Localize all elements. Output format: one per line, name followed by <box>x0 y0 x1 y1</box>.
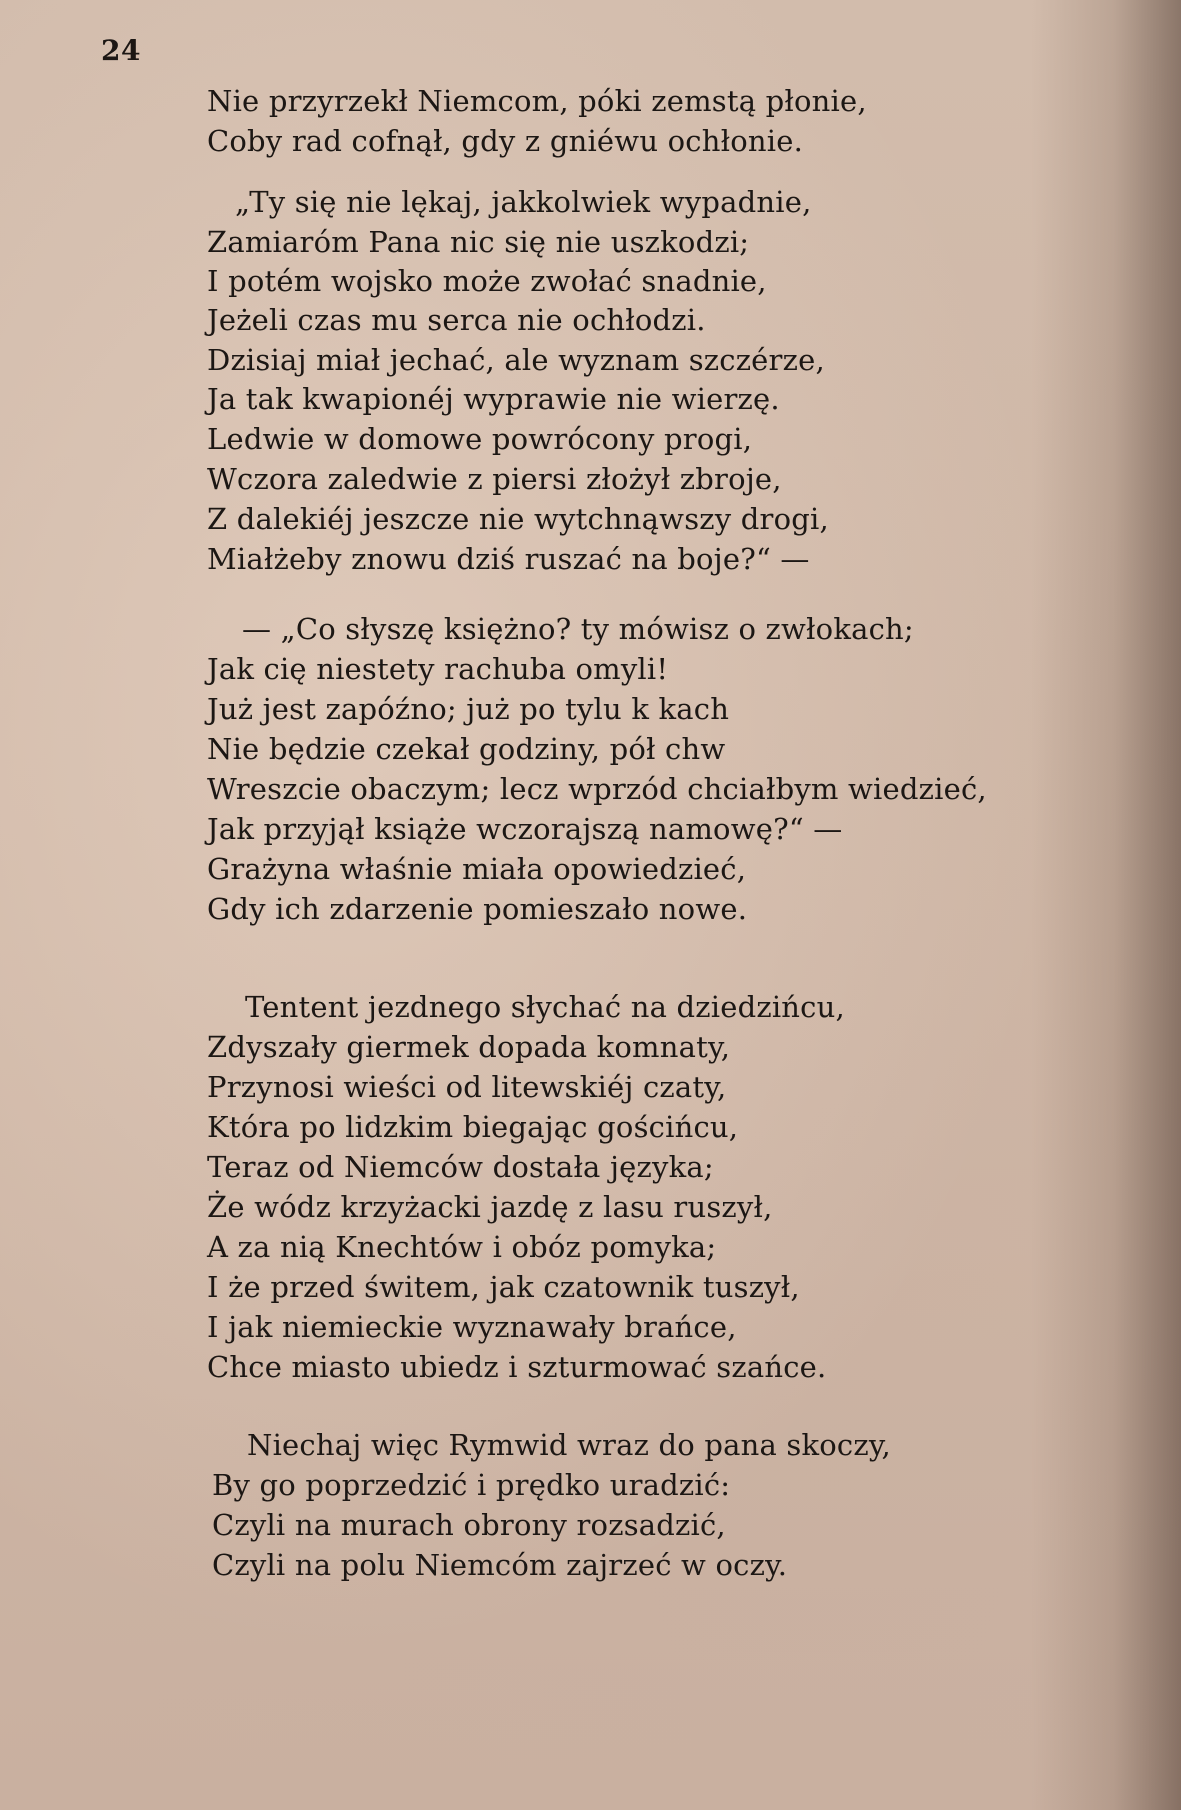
poem-line: Dzisiaj miał jechać, ale wyznam szczérze, <box>207 343 825 377</box>
poem-line: Wreszcie obaczym; lecz wprzód chciałbym wiedzieć, <box>207 772 987 806</box>
poem-line: Zamiaróm Pana nic się nie uszkodzi; <box>207 225 750 259</box>
page-number: 24 <box>101 34 141 67</box>
poem-line: Nie będzie czekał godziny, pół chw <box>207 732 726 766</box>
poem-line: Wczora zaledwie z piersi złożył zbroje, <box>207 462 782 496</box>
poem-line: Że wódz krzyżacki jazdę z lasu ruszył, <box>207 1190 773 1224</box>
poem-line: Chce miasto ubiedz i szturmować szańce. <box>207 1350 827 1384</box>
poem-line: Jeżeli czas mu serca nie ochłodzi. <box>207 303 706 337</box>
poem-line: Grażyna właśnie miała opowiedzieć, <box>207 852 747 886</box>
poem-line: Tentent jezdnego słychać na dziedzińcu, <box>245 990 845 1024</box>
poem-line: Czyli na polu Niemcóm zajrzeć w oczy. <box>212 1548 788 1582</box>
poem-line: „Ty się nie lękaj, jakkolwiek wypadnie, <box>235 185 812 219</box>
poem-line: A za nią Knechtów i obóz pomyka; <box>207 1230 717 1264</box>
poem-line: Nie przyrzekł Niemcom, póki zemstą płonie, <box>207 84 867 118</box>
poem-line: By go poprzedzić i prędko uradzić: <box>212 1468 731 1502</box>
poem-line: I że przed świtem, jak czatownik tuszył, <box>207 1270 800 1304</box>
poem-line: Teraz od Niemców dostała języka; <box>207 1150 714 1184</box>
poem-line: Gdy ich zdarzenie pomieszało nowe. <box>207 892 748 926</box>
page-gutter-shadow <box>1031 0 1181 1810</box>
poem-line: I potém wojsko może zwołać snadnie, <box>207 264 767 298</box>
poem-line: — „Co słyszę księżno? ty mówisz o zwłokach; <box>242 612 914 646</box>
poem-line: Coby rad cofnął, gdy z gniéwu ochłonie. <box>207 124 803 158</box>
poem-line: Już jest zapóźno; już po tylu k kach <box>207 692 730 726</box>
poem-line: Zdyszały giermek dopada komnaty, <box>207 1030 731 1064</box>
poem-line: Ledwie w domowe powrócony progi, <box>207 422 753 456</box>
poem-line: Czyli na murach obrony rozsadzić, <box>212 1508 726 1542</box>
poem-line: Ja tak kwapionéj wyprawie nie wierzę. <box>207 382 780 416</box>
poem-line: Miałżeby znowu dziś ruszać na boje?“ — <box>207 542 810 576</box>
poem-line: Jak cię niestety rachuba omyli! <box>207 652 669 686</box>
poem-line: Przynosi wieści od litewskiéj czaty, <box>207 1070 727 1104</box>
poem-line: I jak niemieckie wyznawały brańce, <box>207 1310 737 1344</box>
poem-line: Z dalekiéj jeszcze nie wytchnąwszy drogi, <box>207 502 829 536</box>
poem-line: Niechaj więc Rymwid wraz do pana skoczy, <box>247 1428 891 1462</box>
poem-line: Jak przyjął książe wczorajszą namowę?“ — <box>207 812 843 846</box>
poem-line: Która po lidzkim biegając gościńcu, <box>207 1110 739 1144</box>
